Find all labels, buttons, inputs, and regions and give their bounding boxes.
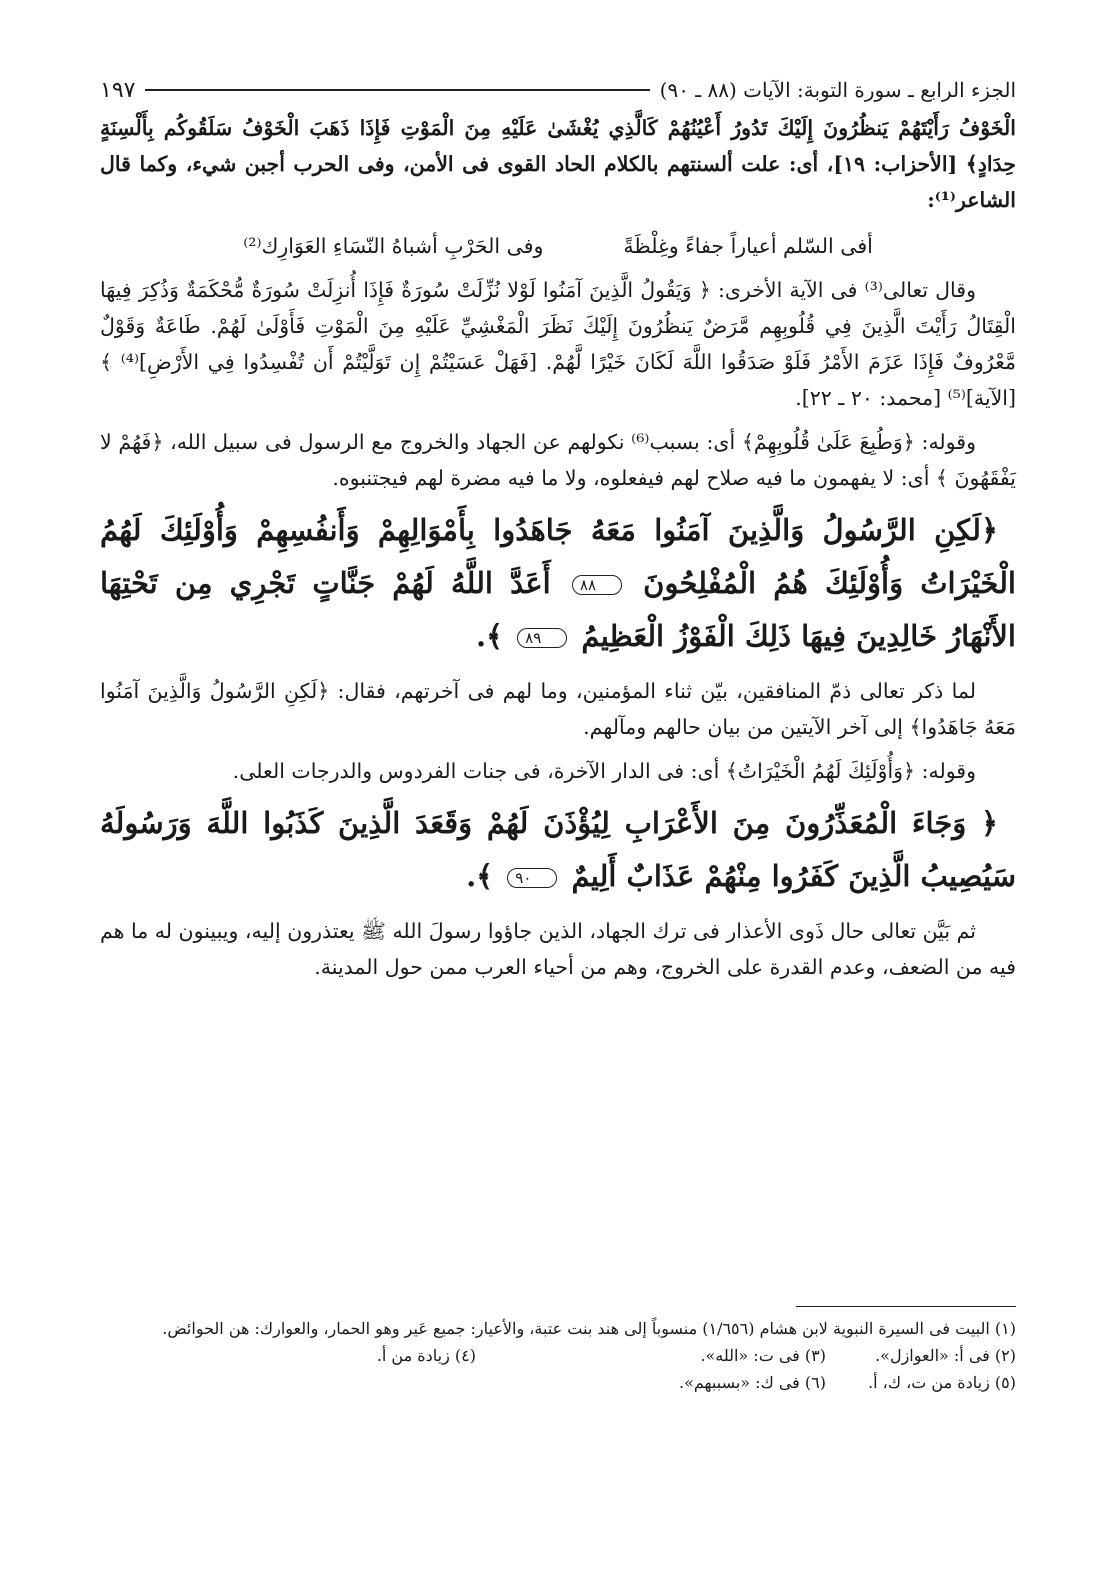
footnote-2: (٢) فى أ: «العوازل».	[875, 1346, 1016, 1365]
verse-close-bracket-2: ﴾.	[466, 859, 494, 893]
verse-90-text: ﴿ وَجَاءَ الْمُعَذِّرُونَ مِنَ الأَعْرَابِ لِيُؤْذَنَ لَهُمْ وَقَعَدَ الَّذِينَ كَذَبُوا اللَّهَ وَرَسُولَهُ سَيُصِيبُ الَّذِينَ كَفَرُوا مِنْهُمْ عَذَابٌ أَلِيمٌ	[100, 806, 1016, 893]
header-rule	[145, 89, 649, 91]
verse-number-89: ٨٩	[517, 628, 567, 648]
footnote-row-3	[100, 1369, 1016, 1396]
footnote-row-2	[100, 1342, 1016, 1369]
verse-close-bracket: ﴾.	[475, 619, 504, 653]
paragraph-2: وقال تعالى⁽³⁾ فى الآية الأخرى: ﴿ وَيَقُولُ الَّذِينَ آمَنُوا لَوْلا نُزِّلَتْ سُورَةٌ فَإِذَا أُنزِلَتْ سُورَةٌ مُّحْكَمَةٌ وَذُكِرَ فِيهَا الْقِتَالُ رَأَيْتَ الَّذِينَ فِي قُلُوبِهِم مَّرَضٌ يَنظُرُونَ إِلَيْكَ نَظَرَ الْمَغْشِيِّ عَلَيْهِ مِنَ الْمَوْتِ فَأَوْلَىٰ لَهُمْ. طَاعَةٌ وَقَوْلٌ مَّعْرُوفٌ فَإِذَا عَزَمَ الأَمْرُ فَلَوْ صَدَقُوا اللَّهَ لَكَانَ خَيْرًا لَّهُمْ. [فَهَلْ عَسَيْتُمْ إِن تَوَلَّيْتُمْ أَن تُفْسِدُوا فِي الأَرْضِ]⁽⁴⁾ ﴾ [الآية]⁽⁵⁾ [محمد: ٢٠ ـ ٢٢].	[100, 278, 1016, 410]
poem-verse	[100, 226, 1016, 266]
paragraph-4: لما ذكر تعالى ذمّ المنافقين، بيّن ثناء المؤمنين، وما لهم فى آخرتهم، فقال: ﴿لَكِنِ الرَّسُولُ وَالَّذِينَ آمَنُوا مَعَهُ جَاهَدُوا﴾ إلى آخر الآيتين من بيان حالهم ومآلهم.	[100, 679, 1016, 739]
footnote-5: (٥) زيادة من ت، ك، أ.	[868, 1373, 1016, 1392]
verse-number-88: ٨٨	[572, 575, 622, 595]
paragraph-1: الْخَوْفُ رَأَيْتَهُمْ يَنظُرُونَ إِلَيْكَ تَدُورُ أَعْيُنُهُمْ كَالَّذِي يُغْشَىٰ عَلَيْهِ مِنَ الْمَوْتِ فَإِذَا ذَهَبَ الْخَوْفُ سَلَقُوكُم بِأَلْسِنَةٍ حِدَادٍ﴾ [الأحزاب: ١٩]، أى: علت ألسنتهم بالكلام الحاد القوى فى الأمن، وفى الحرب أجبن شيء، وكما قال الشاعر⁽¹⁾:	[100, 116, 1016, 212]
footnotes	[100, 1306, 1016, 1396]
verse-88-text: ﴿لَكِنِ الرَّسُولُ وَالَّذِينَ آمَنُوا مَعَهُ جَاهَدُوا بِأَمْوَالِهِمْ وَأَنفُسِهِمْ وَأُوْلَئِكَ لَهُمُ الْخَيْرَاتُ وَأُوْلَئِكَ هُمُ الْمُفْلِحُونَ	[100, 513, 1016, 600]
quran-verse-88-89	[100, 504, 1016, 663]
footnote-6: (٦) فى ك: «بسببهم».	[679, 1373, 826, 1392]
footnote-4: (٤) زيادة من أ.	[376, 1346, 476, 1365]
footnote-3: (٣) فى ت: «الله».	[700, 1346, 826, 1365]
paragraph-6: ثم بَيَّن تعالى حال ذَوى الأعذار فى ترك الجهاد، الذين جاؤوا رسولَ الله ﷺ يعتذرون إليه، ويبينون له ما هم فيه من الضعف، وعدم القدرة على الخروج، وهم من أحياء العرب ممن حول المدينة.	[100, 919, 1016, 979]
page-number: ١٩٧	[100, 77, 136, 103]
paragraph-3: وقوله: ﴿وَطُبِعَ عَلَىٰ قُلُوبِهِمْ﴾ أى: بسبب⁽⁶⁾ نكولهم عن الجهاد والخروج مع الرسول فى سبيل الله، ﴿فَهُمْ لا يَفْقَهُونَ ﴾ أى: لا يفهمون ما فيه صلاح لهم فيفعلوه، ولا ما فيه مضرة لهم فيجتنبوه.	[100, 430, 1016, 490]
verse-89-text: أَعَدَّ اللَّهُ لَهُمْ جَنَّاتٍ تَجْرِي مِن تَحْتِهَا الأَنْهَارُ خَالِدِينَ فِيهَا ذَلِكَ الْفَوْزُ الْعَظِيمُ	[100, 566, 1016, 653]
page-body	[100, 70, 1016, 993]
page-header	[100, 70, 1016, 110]
poem-first-hemistich: أفى السّلم أعياراً جفاءً وغِلْظَةً	[623, 234, 873, 258]
footnote-1: (١) البيت فى السيرة النبوية لابن هشام (١/٦٥٦) منسوباً إلى هند بنت عتبة، والأعيار: جميع عَير وهو الحمار، والعوارك: هن الحوائض.	[162, 1319, 1016, 1338]
paragraph-5: وقوله: ﴿وَأُوْلَئِكَ لَهُمُ الْخَيْرَاتُ﴾ أى: فى الدار الآخرة، فى جنات الفردوس والدرجات العلى.	[232, 759, 976, 783]
verse-number-90: ٩٠	[507, 868, 557, 888]
poem-second-hemistich: وفى الحَرْبِ أشباهُ النّسَاءِ العَوَارِك⁽²⁾	[243, 234, 544, 258]
footnote-rule	[796, 1306, 1016, 1307]
quran-verse-90	[100, 797, 1016, 903]
running-title: الجزء الرابع ـ سورة التوبة: الآيات (٨٨ ـ ٩٠)	[659, 78, 1016, 102]
